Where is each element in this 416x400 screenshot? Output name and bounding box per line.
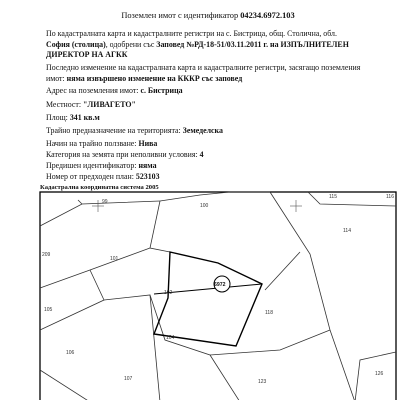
last-change-value: няма извършено изменение на КККР със заповед (66, 73, 243, 83)
field-label: Местност: (46, 100, 84, 109)
field-label: Трайно предназначение на територията: (46, 126, 183, 135)
field-value: 341 кв.м (69, 113, 100, 122)
field-value: "ЛИВАГЕТО" (83, 100, 136, 109)
parcel-label: 209 (42, 252, 51, 258)
field-value: няма (138, 161, 157, 170)
parcel-label: 106 (66, 350, 75, 356)
parcel-label: 116 (386, 194, 394, 200)
last-change-line-1: Последно изменение на кадастралната карта и кадастралните регистри, засягащо поземления (46, 63, 361, 72)
map-caption: Кадастрална координатна система 2005 (40, 184, 159, 191)
map-frame (40, 192, 396, 400)
field-label: Предишен идентификатор: (46, 161, 139, 170)
parcel-label: 104 (166, 335, 175, 341)
parcel-boundaries (40, 192, 396, 400)
field-label: Начин на трайно ползване: (46, 139, 139, 148)
field-value: 523103 (135, 172, 160, 181)
parcel-label: 114 (343, 228, 351, 234)
region-name: София (столица) (46, 39, 106, 49)
field-label: Номер от предходен план: (46, 172, 136, 181)
field-value: Земеделска (182, 126, 223, 135)
parcel-label: 99 (102, 199, 108, 205)
parcel-label: 107 (124, 376, 133, 382)
approval-order: Заповед №РД-18-51/03.11.2011 г. на ИЗПЪЛНИТЕЛЕН (156, 39, 349, 49)
parcel-label: 100 (200, 203, 209, 209)
parcel-label: 102 (164, 290, 173, 296)
intro-connector: , одобрени със (105, 39, 157, 49)
field-value: с. Бистрица (140, 86, 183, 95)
field-label: Категория на земята при неполивни условия: (46, 150, 200, 159)
grid-crosses (92, 200, 302, 212)
parcel-label: 118 (265, 310, 273, 316)
subject-parcel-outline (154, 252, 262, 346)
parcel-label-highlighted: 6972 (214, 282, 226, 288)
title-prefix: Поземлен имот с идентификатор (121, 11, 239, 20)
agency-director: ДИРЕКТОР НА АГКК (46, 50, 128, 59)
field-label: Адрес на поземления имот: (46, 86, 141, 95)
last-change-prefix: имот: (46, 73, 67, 83)
field-value: 4 (199, 150, 204, 159)
field-value: Нива (138, 139, 158, 148)
property-identifier: 04234.6972.103 (240, 11, 295, 20)
parcel-label: 105 (44, 307, 53, 313)
parcel-label: 115 (329, 194, 337, 200)
parcel-label: 101 (110, 256, 119, 262)
parcel-label: 123 (258, 379, 267, 385)
intro-line-1: По кадастралната карта и кадастралните регистри на с. Бистрица, общ. Столична, обл. (46, 29, 337, 38)
field-label: Площ: (46, 113, 70, 122)
parcel-label: 126 (375, 371, 384, 377)
